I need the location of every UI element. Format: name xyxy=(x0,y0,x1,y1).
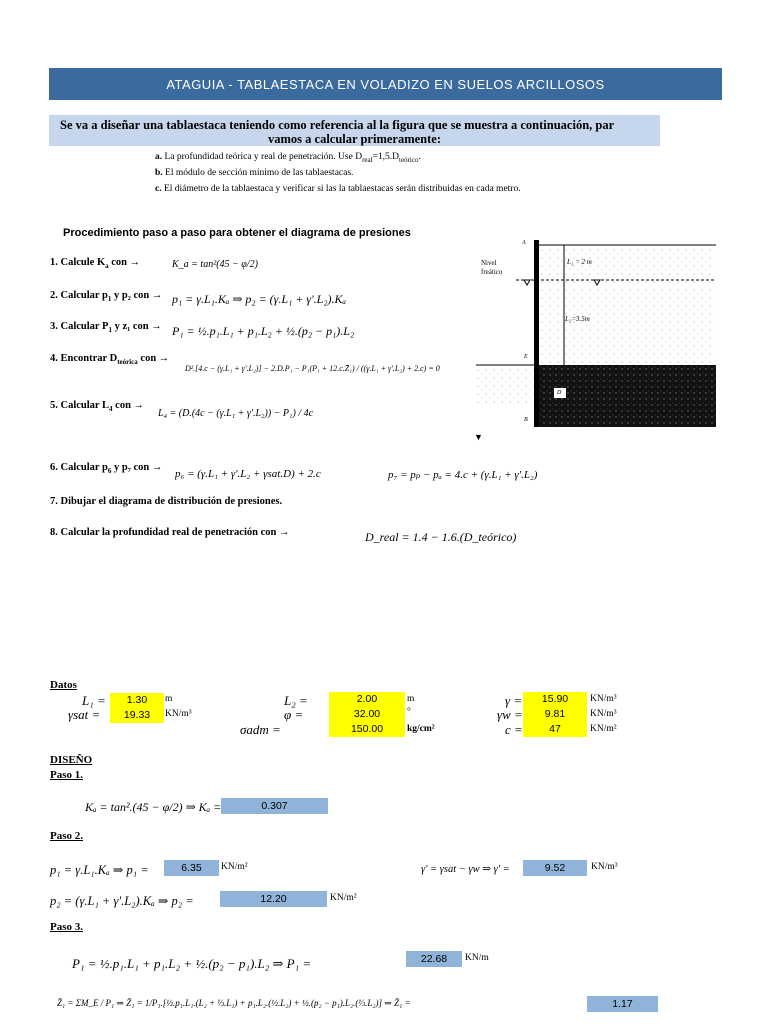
datos-title: Datos xyxy=(50,679,77,691)
down-arrow-icon: ▼ xyxy=(474,432,483,442)
paso-3-P1-unit: KN/m xyxy=(465,953,489,963)
datos-l1-unit: m xyxy=(165,694,173,704)
fig-freatico: freático xyxy=(481,268,503,276)
paso-3-z1-value: 1.17 xyxy=(587,996,658,1012)
step-3-formula: P₁ = ½.p₁.L₁ + p₁.L₂ + ½.(p₂ − p₁).L₂ xyxy=(172,324,355,338)
paso-2-gamma-prime-unit: KN/m³ xyxy=(591,862,618,872)
sheet-pile-figure xyxy=(476,240,724,432)
step-6-formula: p₆ = (γ.L₁ + γ'.L₂ + γsat.D) + 2.c xyxy=(175,468,321,480)
paso-1-title: Paso 1. xyxy=(50,769,83,781)
paso-2-p1-value: 6.35 xyxy=(164,860,219,876)
fig-label-e: E xyxy=(524,354,528,360)
fig-label-a: A xyxy=(522,240,526,246)
step-2: 2. Calcular $p_1$ y p₂ con → xyxy=(50,290,163,304)
paso-3-z1-formula: Z̄₁ = ΣM_E / P₁ ⇒ Z̄₁ = 1/P₁.[½.p₁.L₁.(L₂ + ⅓.L₁) + p₁.L₂.(½.L₂) + ½.(p₂ − p₁).L₂.(⅓.L₂)] ⇒ Z̄₁ = xyxy=(57,998,411,1008)
datos-c-value[interactable]: 47 xyxy=(523,722,587,737)
paso-3-P1-value: 22.68 xyxy=(406,951,462,967)
datos-gsat-label: γsat = xyxy=(68,707,101,722)
datos-c-label: c = xyxy=(505,722,523,737)
datos-sadm-unit: kg/cm² xyxy=(407,724,435,734)
objective-b: b. El módulo de sección mínimo de las tablaestacas. xyxy=(155,168,354,178)
objective-a: a. La profundidad teórica y real de penetración. Use $D_{real}=1,5.D_{teórico}$. xyxy=(155,152,421,164)
step-6-formula-2: p₇ = pₚ − pₐ = 4.c + (γ.L₁ + γ'.L₂) xyxy=(388,469,538,481)
fig-label-d: D xyxy=(557,390,562,396)
datos-l1-label: L₁ = xyxy=(82,693,106,708)
diseno-title: DISEÑO xyxy=(50,754,93,766)
paso-3-P1-formula: P₁ = ½.p₁.L₁ + p₁.L₂ + ½.(p₂ − p₁).L₂ ⇒ P₁ = xyxy=(72,956,312,971)
procedure-title: Procedimiento paso a paso para obtener el diagrama de presiones xyxy=(63,227,411,239)
step-4-formula: D².[4.c − (γ.L₁ + γ'.L₂)] − 2.D.P₁ − P₁(P₁ + 12.c.Z̄₁) / ((γ.L₁ + γ'.L₂) + 2.c) = 0 xyxy=(185,364,440,373)
paso-2-gamma-prime-formula: γ' = γsat − γw ⇒ γ' = xyxy=(421,864,510,875)
fig-label-b: B xyxy=(524,417,528,423)
intro-line-1: Se va a diseñar una tablaestaca teniendo como referencia al la figura que se muestra a continuación, par xyxy=(60,118,615,132)
datos-c-unit: KN/m² xyxy=(590,724,617,734)
datos-phi-unit: ° xyxy=(407,707,411,717)
step-2-formula: p₁ = γ.L₁.Kₐ ⇒ p₂ = (γ.L₁ + γ'.L₂).Kₐ xyxy=(172,292,346,306)
paso-2-p1-unit: KN/m² xyxy=(221,862,248,872)
datos-gsat-unit: KN/m³ xyxy=(165,709,192,719)
datos-gamma-value[interactable]: 15.90 xyxy=(523,692,587,707)
paso-3-title: Paso 3. xyxy=(50,921,83,933)
paso-2-gamma-prime-value: 9.52 xyxy=(523,860,587,876)
fig-l2: L₂=3.5m xyxy=(565,315,590,323)
paso-2-p2-formula: p₂ = (γ.L₁ + γ'.L₂).Kₐ ⇒ p₂ = xyxy=(50,894,194,908)
step-4: 4. Encontrar $D_{teórica}$ con → xyxy=(50,353,170,367)
paso-2-p2-unit: KN/m² xyxy=(330,893,357,903)
paso-2-title: Paso 2. xyxy=(50,830,83,842)
datos-gsat-value[interactable]: 19.33 xyxy=(110,708,164,723)
datos-gw-label: γw = xyxy=(497,707,523,722)
step-5: 5. Calcular $L_4$ con → xyxy=(50,400,145,414)
datos-gamma-label: γ = xyxy=(505,693,523,708)
datos-l2-unit: m xyxy=(407,694,415,704)
step-8: 8. Calcular la profundidad real de penetración con → xyxy=(50,527,290,538)
step-8-formula: D_real = 1.4 − 1.6.(D_teórico) xyxy=(365,530,517,544)
datos-phi-label: φ = xyxy=(284,707,304,722)
paso-1-formula: Kₐ = tan².(45 − φ/2) ⇒ Kₐ = xyxy=(85,800,222,814)
objective-c: c. El diámetro de la tablaestaca y verificar si las la tablaestacas serán distribuidas en cada metro. xyxy=(155,184,521,194)
page-title: ATAGUIA - TABLAESTACA EN VOLADIZO EN SUELOS ARCILLOSOS xyxy=(49,68,722,100)
step-7: 7. Dibujar el diagrama de distribución de presiones. xyxy=(50,496,283,507)
step-6: 6. Calcular $p_6$ y p₇ con → xyxy=(50,462,163,476)
fig-l1: L₁ = 2 m xyxy=(567,258,592,266)
step-3: 3. Calcular $P_1$ y z₁ con → xyxy=(50,321,162,335)
paso-2-p1-formula: p₁ = γ.L₁.Kₐ ⇒ p₁ = xyxy=(50,863,149,877)
step-5-formula: L₄ = (D.(4c − (γ.L₁ + γ'.L₂)) − P₁) / 4c xyxy=(158,408,314,419)
datos-gamma-unit: KN/m³ xyxy=(590,694,617,704)
intro-box xyxy=(49,115,660,146)
step-1: 1. Calcule $K_a$ con → xyxy=(50,257,141,271)
datos-sadm-label: σadm = xyxy=(240,722,281,737)
datos-phi-value[interactable]: 32.00 xyxy=(329,707,405,722)
paso-2-p2-value: 12.20 xyxy=(220,891,327,907)
datos-gw-value[interactable]: 9.81 xyxy=(523,707,587,722)
intro-line-2: vamos a calcular primeramente: xyxy=(268,132,441,146)
datos-l2-label: L₂ = xyxy=(284,693,308,708)
step-1-formula: K_a = tan²(45 − φ/2) xyxy=(172,259,258,270)
datos-sadm-value[interactable]: 150.00 xyxy=(329,722,405,737)
datos-gw-unit: KN/m³ xyxy=(590,709,617,719)
paso-1-ka-value: 0.307 xyxy=(221,798,328,814)
datos-l1-value[interactable]: 1.30 xyxy=(110,693,164,708)
datos-l2-value[interactable]: 2.00 xyxy=(329,692,405,707)
fig-nivel: Nivel xyxy=(481,259,497,267)
